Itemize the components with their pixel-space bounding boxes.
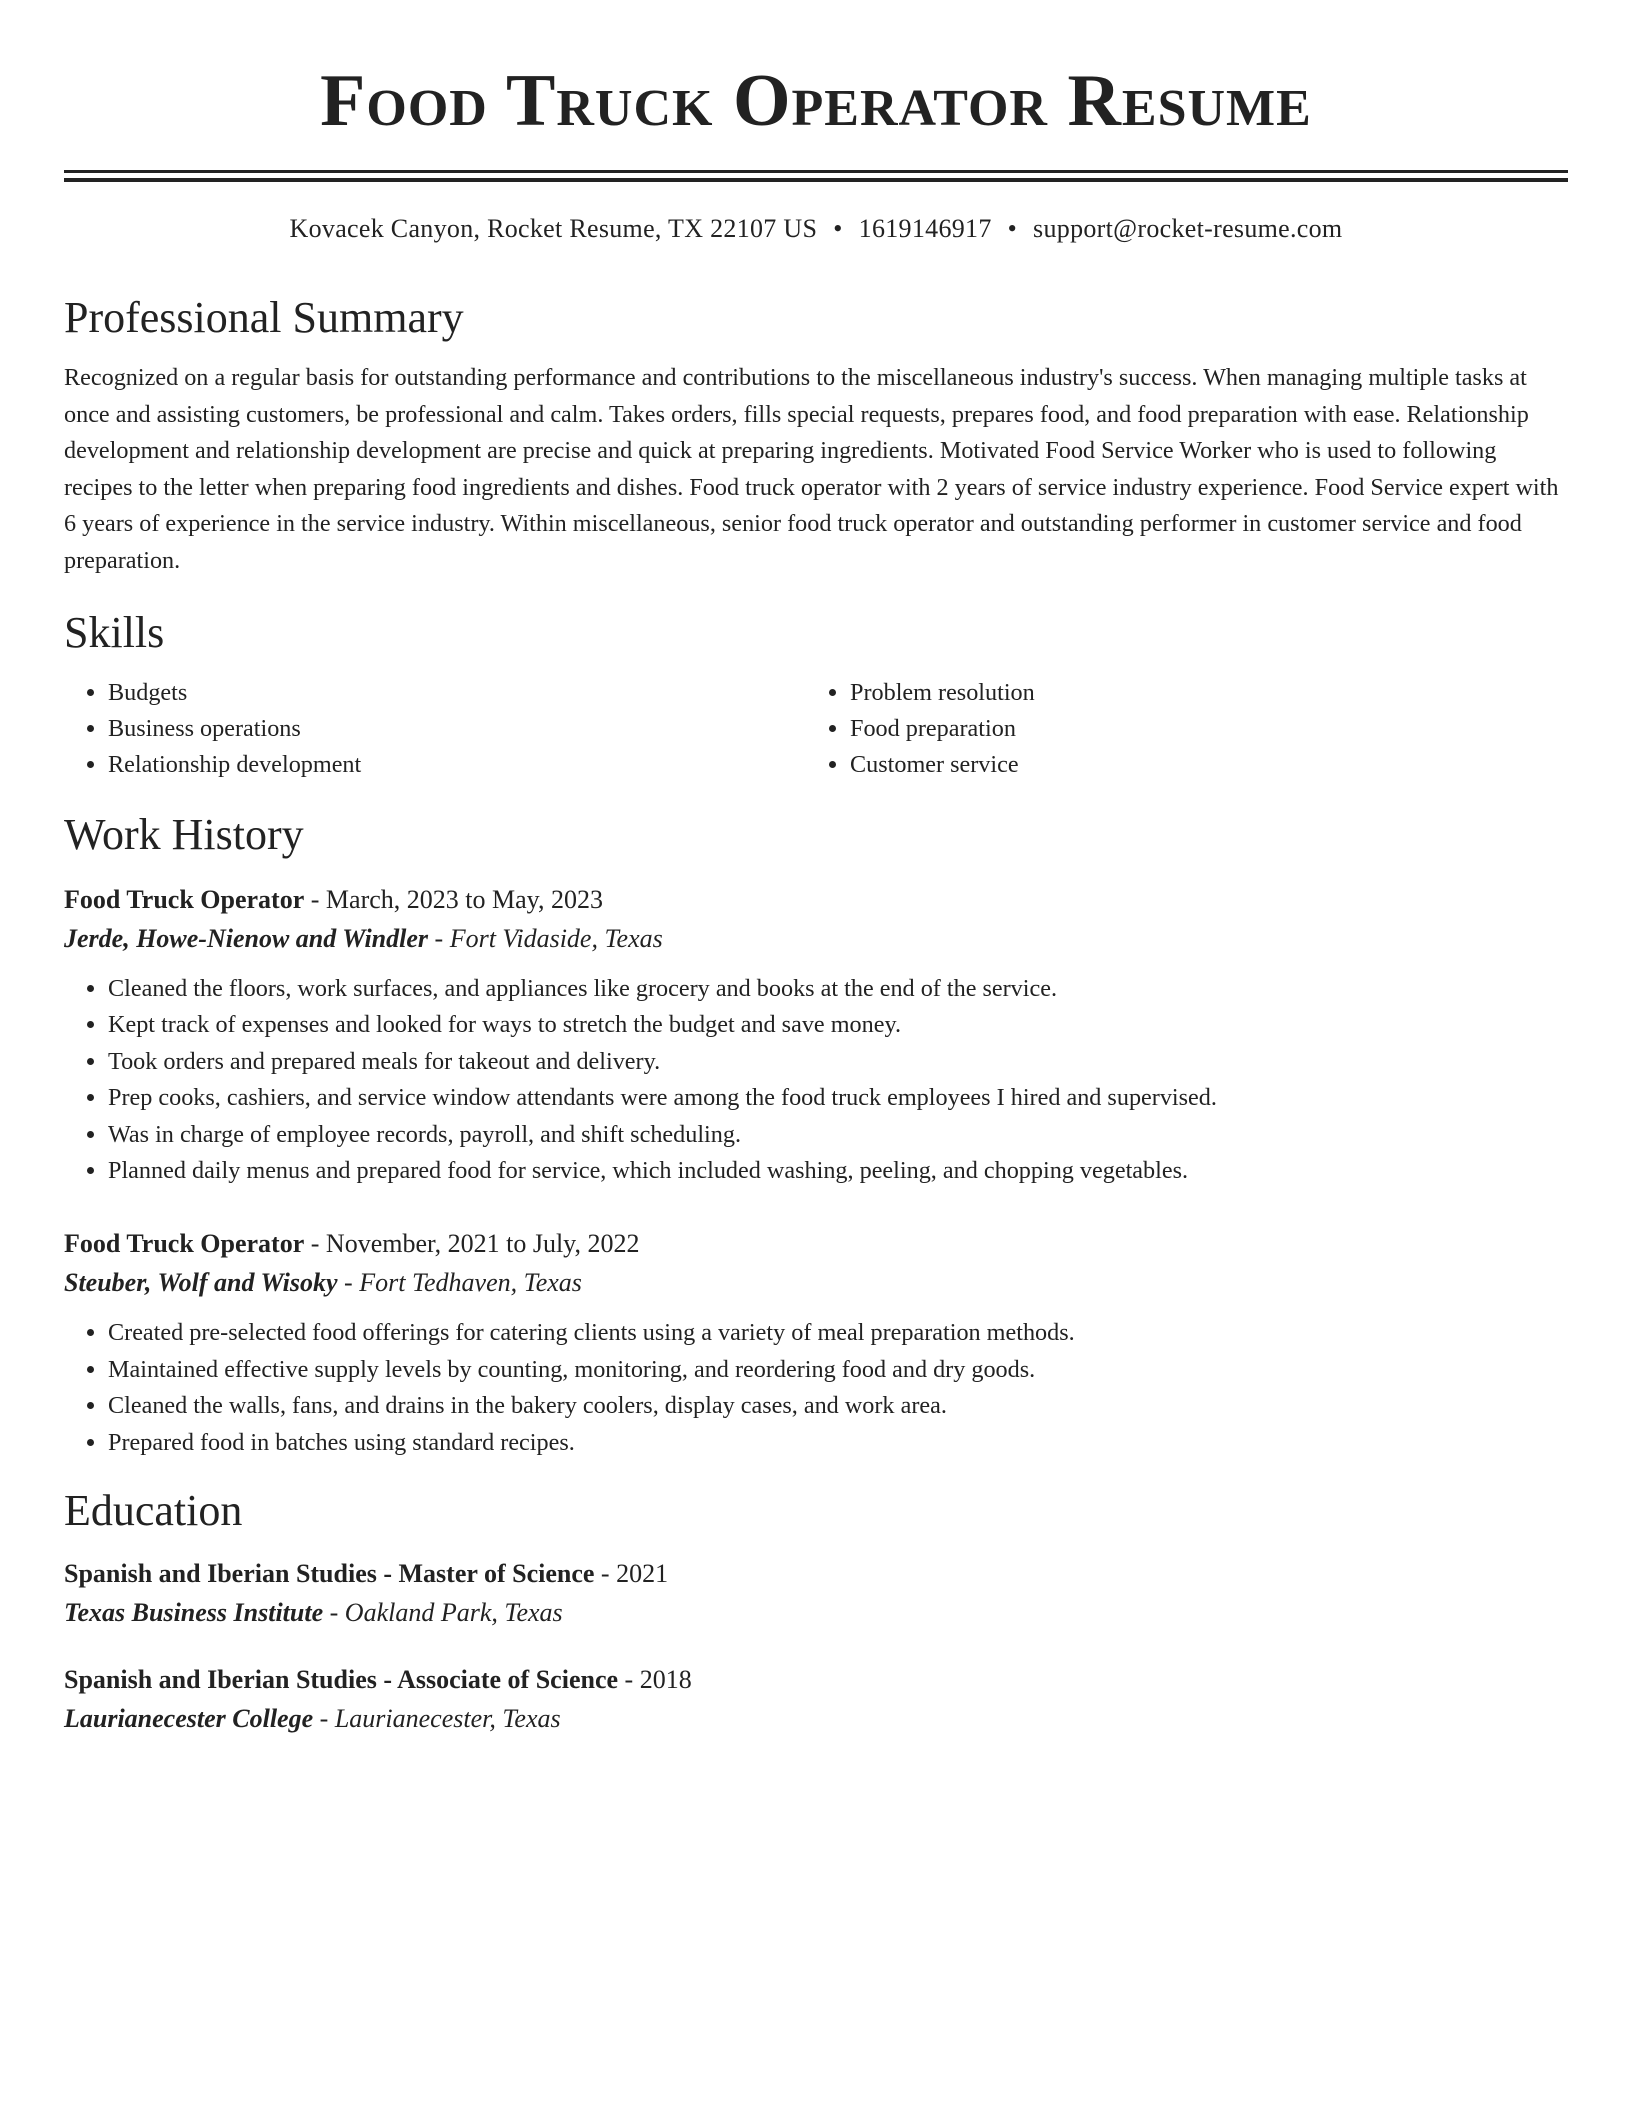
skills-list-left [64, 675, 806, 783]
contact-address: Kovacek Canyon, Rocket Resume, TX 22107 US [289, 214, 818, 243]
skill-item: • Relationship development [108, 747, 806, 783]
job-duty: • Was in charge of employee records, payroll, and shift scheduling. [108, 1117, 1568, 1153]
education-entry [64, 1555, 1568, 1633]
education-school-line: Texas Business Institute - Oakland Park, Texas [64, 1598, 563, 1628]
skill-item: • Customer service [850, 747, 1548, 783]
summary-heading: Professional Summary [64, 293, 464, 342]
education-section [64, 1483, 1568, 1739]
contact-separator: • [833, 214, 843, 243]
job-duties-list [64, 1315, 1568, 1461]
skill-item: • Business operations [108, 711, 806, 747]
summary-text: Recognized on a regular basis for outstanding performance and contributions to the miscellaneous industry's success. When managing multiple tasks at once and assisting customers, be professional and calm. Takes orders, fills special requests, prepares food, and food preparation with ease. Relationship development and relationship development are precise and quick at preparing ingredients. Motivated Food Service Worker who is used to following recipes to the letter when preparing food ingredients and dishes. Food truck operator with 2 years of service industry experience. Food Service expert with 6 years of experience in the service industry. Within miscellaneous, senior food truck operator and outstanding performer in customer service and food preparation. [64, 364, 1559, 574]
skills-list-right [806, 675, 1548, 783]
contact-separator: • [1007, 214, 1018, 243]
education-header: Spanish and Iberian Studies - Master of Science - 2021 [64, 1559, 669, 1589]
education-degree: Spanish and Iberian Studies - Master of Science [64, 1559, 595, 1589]
job-company-line: Steuber, Wolf and Wisoky - Fort Tedhaven, Texas [64, 1268, 582, 1298]
education-location: Oakland Park, Texas [344, 1598, 563, 1628]
work-history-heading: Work History [64, 810, 304, 859]
job-duty: • Cleaned the walls, fans, and drains in the bakery coolers, display cases, and work area. [108, 1388, 1568, 1424]
education-school: Laurianecester College [64, 1704, 314, 1734]
job-location: Fort Tedhaven, Texas [359, 1268, 582, 1298]
skill-item: • Budgets [108, 675, 806, 711]
contact-email: support@rocket-resume.com [1033, 214, 1343, 243]
education-school: Texas Business Institute [64, 1598, 324, 1628]
summary-section [64, 290, 1568, 579]
education-year: 2021 [616, 1559, 669, 1589]
job-company-line: Jerde, Howe-Nienow and Windler - Fort Vidaside, Texas [64, 924, 663, 953]
job-title: Food Truck Operator [64, 1229, 305, 1259]
skill-item: • Food preparation [850, 711, 1548, 747]
job-dates: March, 2023 to May, 2023 [325, 885, 603, 914]
skills-section [64, 605, 1568, 783]
job-duty: • Took orders and prepared meals for takeout and delivery. [108, 1044, 1568, 1080]
job-title: Food Truck Operator [64, 885, 305, 914]
job-company: Steuber, Wolf and Wisoky [64, 1268, 338, 1298]
work-history-section [64, 807, 1568, 1461]
skills-heading: Skills [64, 608, 165, 657]
job-company: Jerde, Howe-Nienow and Windler [64, 924, 429, 953]
education-degree: Spanish and Iberian Studies - Associate of Science [64, 1665, 619, 1695]
title-divider-top [64, 170, 1568, 173]
contact-phone: 1619146917 [858, 214, 992, 243]
job-duty: • Cleaned the floors, work surfaces, and appliances like grocery and books at the end of the service. [108, 971, 1568, 1007]
job-entry [64, 881, 1568, 1189]
job-header: Food Truck Operator - November, 2021 to July, 2022 [64, 1229, 640, 1259]
education-location: Laurianecester, Texas [334, 1704, 561, 1734]
job-duties-list [64, 971, 1568, 1189]
skills-columns [64, 675, 1568, 783]
education-header: Spanish and Iberian Studies - Associate of Science - 2018 [64, 1665, 692, 1695]
job-location: Fort Vidaside, Texas [449, 924, 663, 953]
job-duty: • Kept track of expenses and looked for ways to stretch the budget and save money. [108, 1007, 1568, 1043]
job-duty: • Created pre-selected food offerings for catering clients using a variety of meal preparation methods. [108, 1315, 1568, 1351]
job-duty: • Planned daily menus and prepared food for service, which included washing, peeling, and chopping vegetables. [108, 1153, 1568, 1189]
contact-line [64, 212, 1568, 246]
resume-title: Food Truck Operator Resume [320, 60, 1312, 142]
job-duty: • Prepared food in batches using standard recipes. [108, 1425, 1568, 1461]
job-header: Food Truck Operator - March, 2023 to May, 2023 [64, 885, 603, 914]
skill-item: • Problem resolution [850, 675, 1548, 711]
education-year: 2018 [639, 1665, 692, 1695]
job-duty: • Maintained effective supply levels by counting, monitoring, and reordering food and dry goods. [108, 1352, 1568, 1388]
job-entry [64, 1225, 1568, 1461]
education-school-line: Laurianecester College - Laurianecester, Texas [64, 1704, 561, 1734]
title-divider-bottom [64, 178, 1568, 182]
job-dates: November, 2021 to July, 2022 [325, 1229, 640, 1259]
education-heading: Education [64, 1486, 243, 1536]
job-duty: • Prep cooks, cashiers, and service window attendants were among the food truck employees I hired and supervised. [108, 1080, 1568, 1116]
education-entry [64, 1661, 1568, 1739]
